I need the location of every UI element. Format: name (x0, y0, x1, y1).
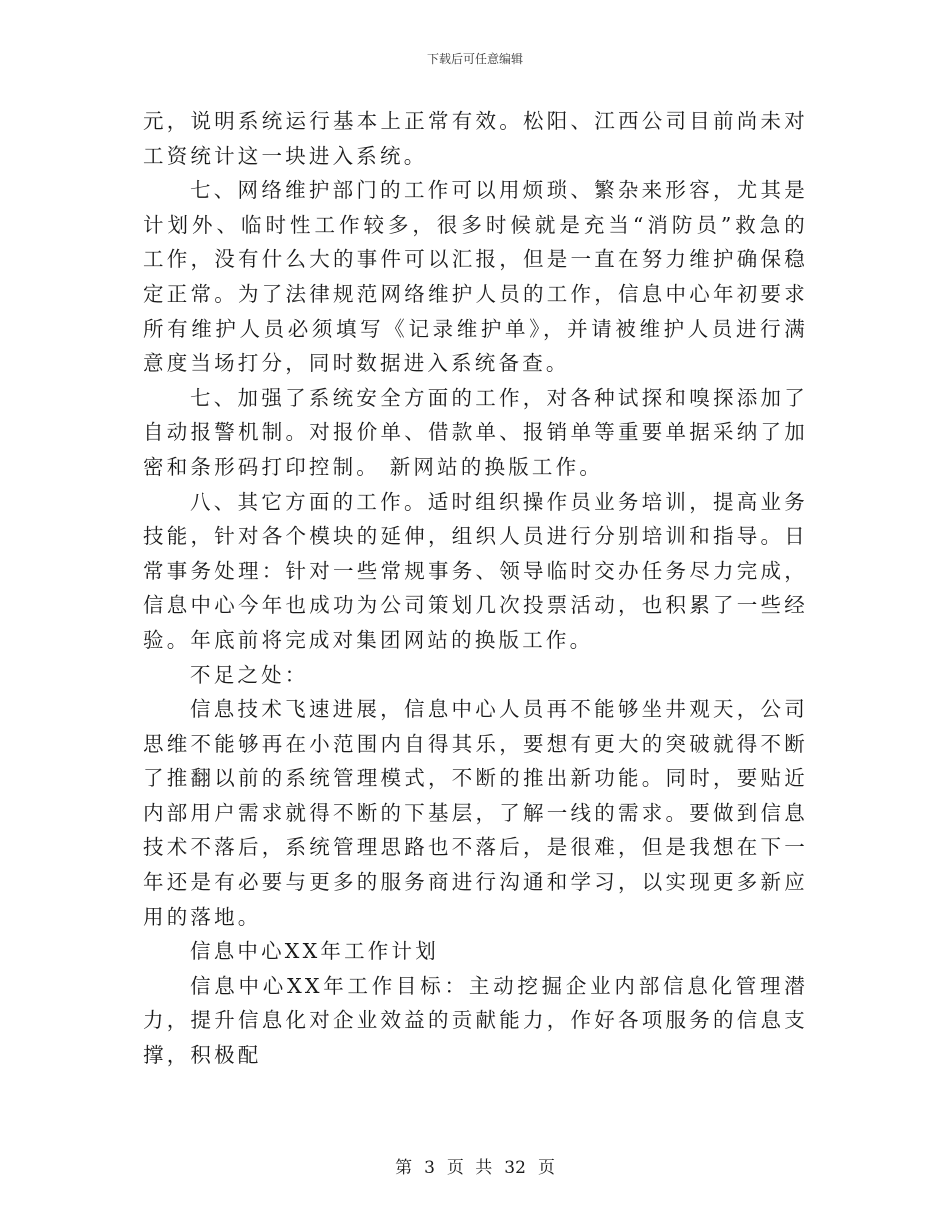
section-heading-work-plan: 信息中心XX年工作计划 (190, 939, 439, 964)
paragraph-6: 信息中心XX年工作目标：主动挖掘企业内部信息化管理潜力，提升信息化对企业效益的贡献能力，作好各项服务的信息支撑，积极配 (143, 973, 808, 1068)
paragraph-5: 信息技术飞速进展，信息中心人员再不能够坐井观天，公司思维不能够再在小范围内自得其乐，要想有更大的突破就得不断了推翻以前的系统管理模式，不断的推出新功能。同时，要贴近内部用户需求就得不断的下基层，了解一线的需求。要做到信息技术不落后，系统管理思路也不落后，是很难，但是我想在下一年还是有必要与更多的服务商进行沟通和学习，以实现更多新应用的落地。 (143, 697, 808, 929)
total-page-count: 32 (504, 1158, 526, 1178)
section-heading-shortcomings: 不足之处： (190, 662, 309, 687)
footer-prefix: 第 (395, 1158, 413, 1178)
page-header: 下载后可任意编辑 (426, 52, 523, 66)
paragraph-4: 八、其它方面的工作。适时组织操作员业务培训，提高业务技能，针对各个模块的延伸，组织人员进行分别培训和指导。日常事务处理：针对一些常规事务、领导临时交办任务尽力完成，信息中心今年也成功为公司策划几次投票活动，也积累了一些经验。年底前将完成对集团网站的换版工作。 (143, 489, 808, 652)
footer-middle: 页 共 (446, 1158, 493, 1178)
current-page-number: 3 (424, 1158, 435, 1178)
paragraph-2: 七、网络维护部门的工作可以用烦琐、繁杂来形容，尤其是计划外、临时性工作较多，很多时候就是充当“消防员”救急的工作，没有什么大的事件可以汇报，但是一直在努力维护确保稳定正常。为了法律规范网络维护人员的工作，信息中心年初要求所有维护人员必须填写《记录维护单》，并请被维护人员进行满意度当场打分，同时数据进入系统备查。 (143, 178, 808, 376)
document-body (143, 104, 808, 1073)
paragraph-1: 元，说明系统运行基本上正常有效。松阳、江西公司目前尚未对工资统计这一块进入系统。 (143, 109, 808, 168)
paragraph-3: 七、加强了系统安全方面的工作，对各种试探和嗅探添加了自动报警机制。对报价单、借款单、报销单等重要单据采纳了加密和条形码打印控制。 新网站的换版工作。 (143, 385, 808, 479)
footer-suffix: 页 (537, 1158, 555, 1178)
page-footer (0, 1153, 950, 1178)
